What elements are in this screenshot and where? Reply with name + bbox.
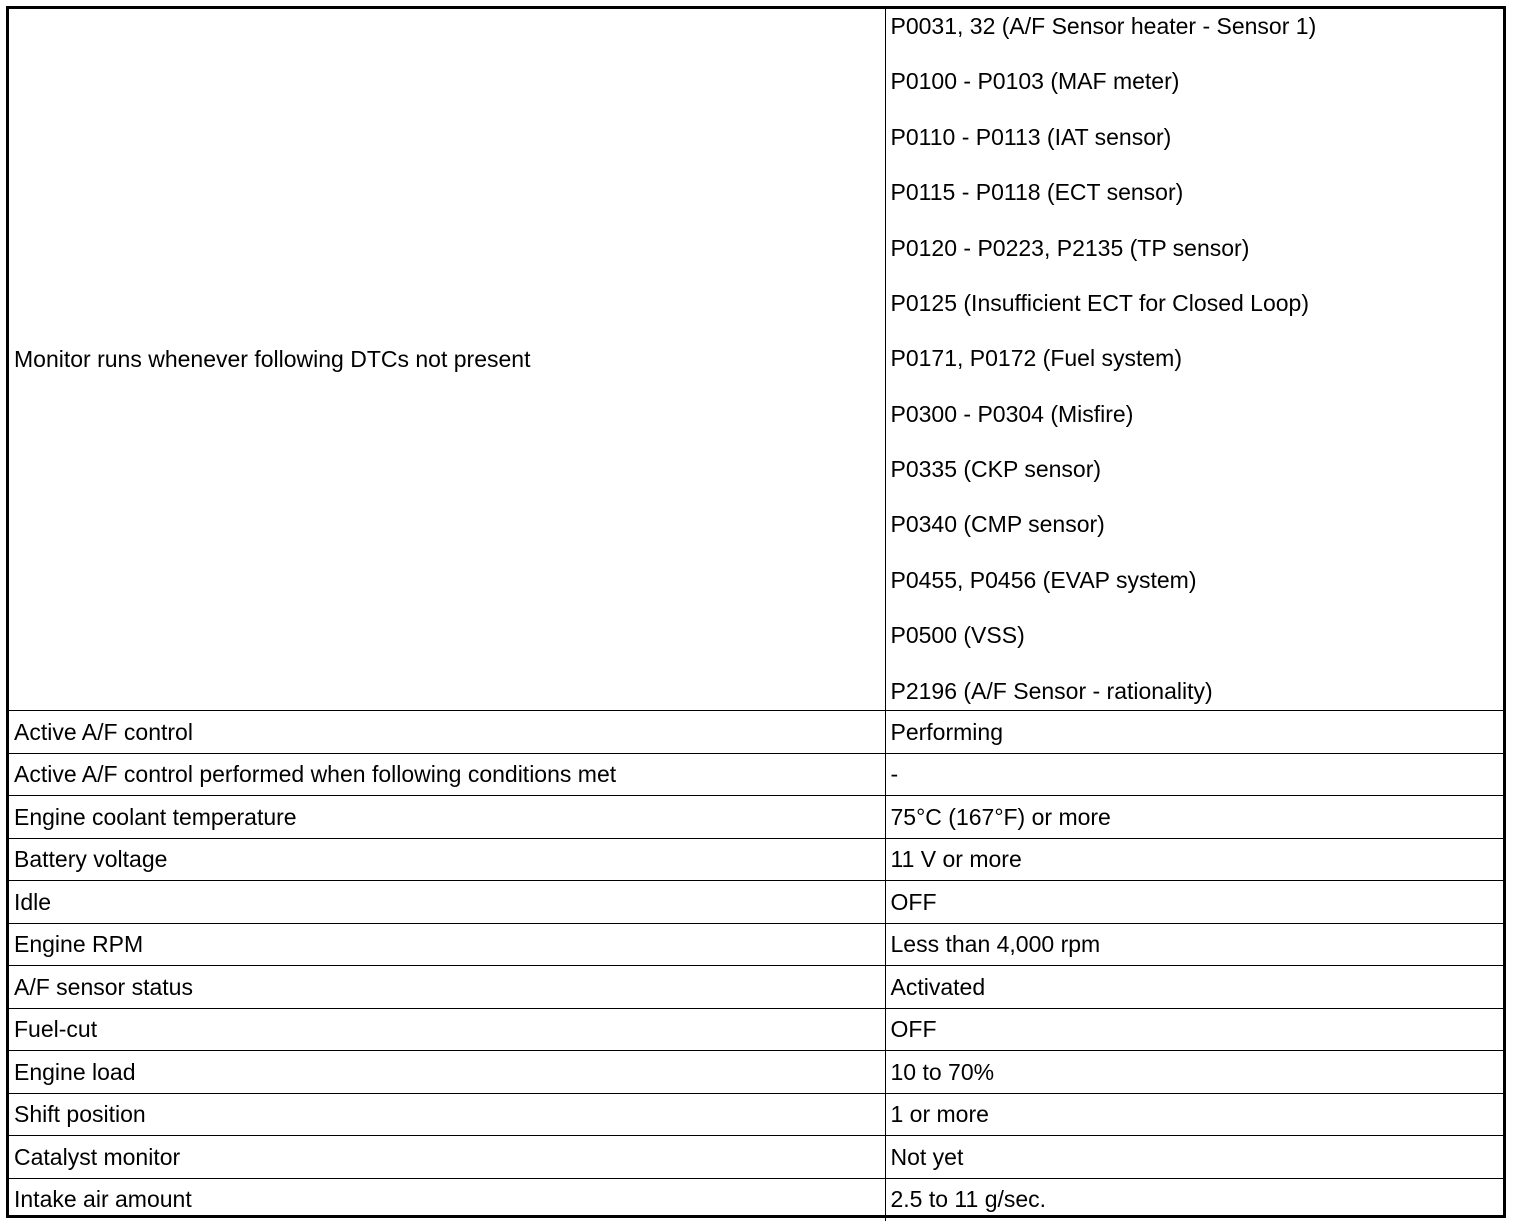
condition-label: Engine load xyxy=(9,1051,885,1094)
condition-label: Shift position xyxy=(9,1093,885,1136)
condition-label: Fuel-cut xyxy=(9,1008,885,1051)
condition-label: Intake air amount xyxy=(9,1178,885,1221)
condition-value: 2.5 to 11 g/sec. xyxy=(885,1178,1503,1221)
dtc-item: P0031, 32 (A/F Sensor heater - Sensor 1) xyxy=(890,13,1317,39)
table-row xyxy=(9,1093,1503,1136)
dtc-item: P0335 (CKP sensor) xyxy=(890,456,1102,482)
condition-label: Active A/F control xyxy=(9,711,885,754)
condition-label: Battery voltage xyxy=(9,838,885,881)
table-row xyxy=(9,1051,1503,1094)
condition-value: Less than 4,000 rpm xyxy=(885,923,1503,966)
condition-value: 11 V or more xyxy=(885,838,1503,881)
table-row xyxy=(9,838,1503,881)
table-row-monitor xyxy=(9,9,1503,711)
dtc-item: P0120 - P0223, P2135 (TP sensor) xyxy=(890,234,1250,261)
condition-value: 1 or more xyxy=(885,1093,1503,1136)
condition-label: Catalyst monitor xyxy=(9,1136,885,1179)
table-row xyxy=(9,923,1503,966)
table-row xyxy=(9,753,1503,796)
dtc-item: P0171, P0172 (Fuel system) xyxy=(890,345,1182,372)
condition-value: 75°C (167°F) or more xyxy=(885,796,1503,839)
condition-label: A/F sensor status xyxy=(9,966,885,1009)
conditions-table-frame xyxy=(6,6,1506,1218)
conditions-table xyxy=(9,9,1503,1221)
dtc-item: P0125 (Insufficient ECT for Closed Loop) xyxy=(890,289,1309,316)
dtc-item: P0100 - P0103 (MAF meter) xyxy=(890,68,1180,95)
condition-value: Performing xyxy=(885,711,1503,754)
dtc-item: P0300 - P0304 (Misfire) xyxy=(890,400,1134,427)
dtc-list-cell xyxy=(885,9,1503,711)
condition-value: OFF xyxy=(885,1008,1503,1051)
dtc-list xyxy=(891,9,1504,710)
condition-value: Activated xyxy=(885,966,1503,1009)
table-row xyxy=(9,1178,1503,1221)
condition-label: Idle xyxy=(9,881,885,924)
condition-value: OFF xyxy=(885,881,1503,924)
condition-value: 10 to 70% xyxy=(885,1051,1503,1094)
dtc-item: P0500 (VSS) xyxy=(890,622,1025,649)
table-row xyxy=(9,1008,1503,1051)
dtc-item: P0110 - P0113 (IAT sensor) xyxy=(890,123,1172,150)
table-row xyxy=(9,796,1503,839)
monitor-label-cell: Monitor runs whenever following DTCs not present xyxy=(9,9,885,711)
dtc-item: P0455, P0456 (EVAP system) xyxy=(890,566,1197,593)
dtc-item: P2196 (A/F Sensor - rationality) xyxy=(890,677,1213,704)
table-row xyxy=(9,881,1503,924)
condition-value: - xyxy=(885,753,1503,796)
table-row xyxy=(9,1136,1503,1179)
dtc-item: P0340 (CMP sensor) xyxy=(890,511,1105,538)
table-row xyxy=(9,711,1503,754)
condition-value: Not yet xyxy=(885,1136,1503,1179)
condition-label: Engine coolant temperature xyxy=(9,796,885,839)
dtc-item: P0115 - P0118 (ECT sensor) xyxy=(890,179,1184,206)
condition-label: Engine RPM xyxy=(9,923,885,966)
condition-label: Active A/F control performed when following conditions met xyxy=(9,753,885,796)
table-row xyxy=(9,966,1503,1009)
